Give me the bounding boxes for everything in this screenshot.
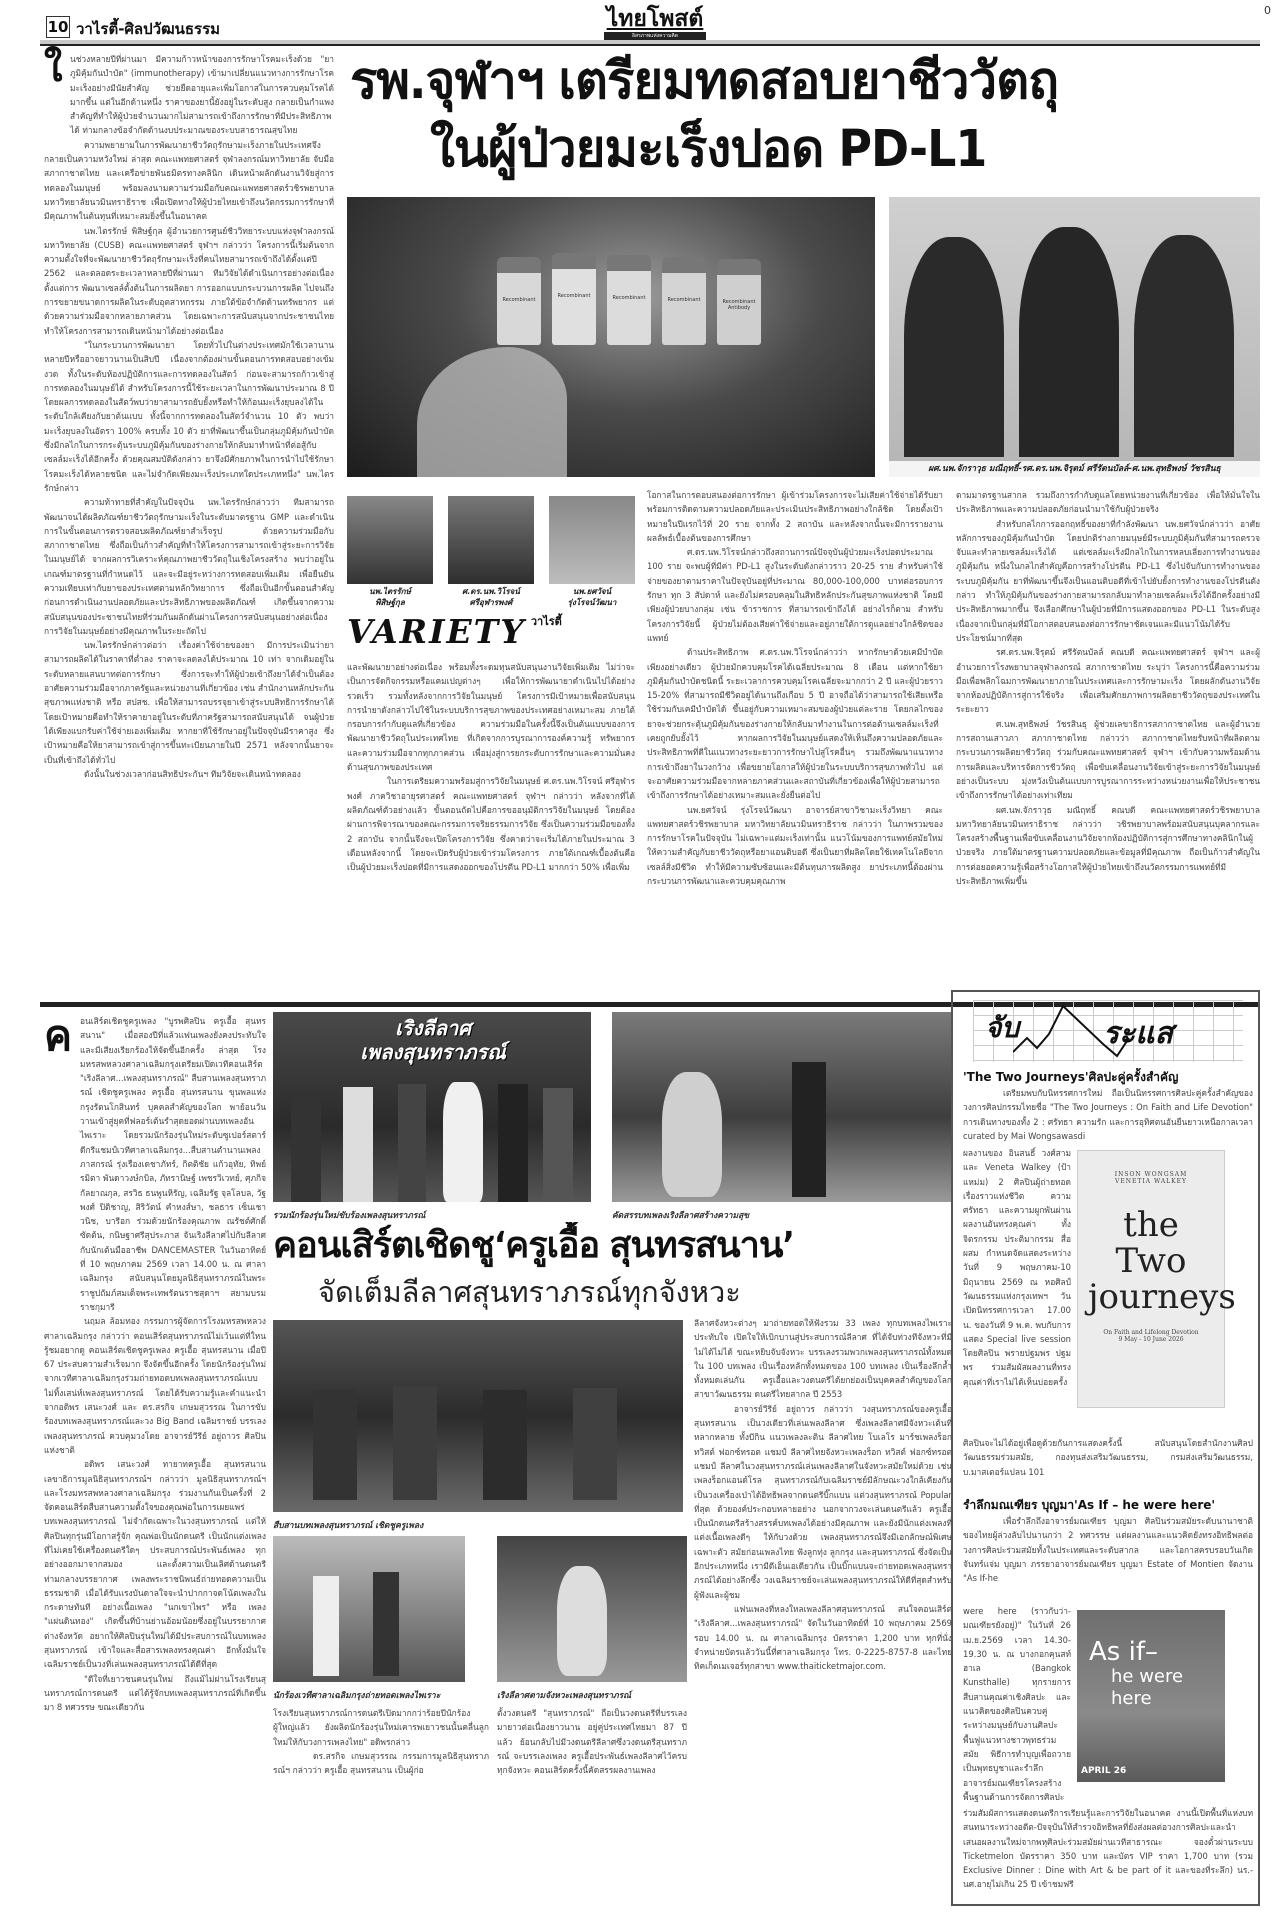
- story2-column-1: [44, 1011, 266, 1920]
- masthead: [604, 6, 706, 40]
- story1-headline-line1: รพ.จุฬาฯ เตรียมทดสอบยาชีววัตถุ: [350, 52, 1059, 111]
- singer: [498, 1084, 528, 1202]
- sidebar-item1-wrap: ผลงานของ อินสนธิ์ วงศ์สาม และ Veneta Walkey (ป้าแหม่ม) 2 ศิลปินผู้ถ่ายทอดเรื่องราวแห่งชีวิต ความศรัทธา และความผูกพันผ่านผลงานอันทรงคุณค่า ทั้งจิตรกรรม ประติมากรรม สื่อผสม กำหนดจัดแสดงระหว่างวันที่ 9 พฤษภาคม-10 มิถุนายน 2569 ณ หอศิลป์วัฒนธรรมแห่งกรุงเทพฯ วันเปิดนิทรรศการเวลา 17.00 น. ของวันที่ 9 พ.ค. พบกับการแสดง Special live session โดยศิลปิน พรายปฐมพร ปฐมพร ร่วมสัมผัสผลงานที่ทรงคุณค่าที่เราไม่ได้เห็นบ่อยครั้ง: [963, 1148, 1071, 1387]
- story1-col1-para: นพ.ไตรรักษ์กล่าวต่อว่า เรื่องค่าใช้จ่ายของยา มีการประเมินว่ายาสามารถผลิตได้ในราคาที่ต่ำลง ราคาจะลดลงได้ประมาณ 10 เท่า จากเดิมอยู่ในระดับหลายแสนบาทต่อการรักษา ซึ่งการจะทำให้ผู้ป่วยเข้าถึงยาได้จำเป็นต้องอาศัยความร่วมมือจากภาครัฐและหน่วยงานที่เกี่ยวข้อง เช่น สำนักงานหลักประกันสุขภาพแห่งชาติ หรือ สปสช. เพื่อให้สามารถบรรจุยาเข้าสู่ระบบสิทธิการรักษาได้ โดยเป้าหมายคือทำให้ราคายาอยู่ในระดับที่ภาครัฐสามารถสนับสนุนได้ จนผู้ป่วยได้เพียงแบกรับค่าใช้จ่ายเองเพิ่มเติม หากยาที่ใช้รักษาอยู่ในปัจจุบันมีราคาสูง ซึ่งเป้าหมายคือให้ยาสามารถเข้าสู่การขึ้นทะเบียนภายในปี 2571 หลังจากนั้นยาจะเป็นที่เข้าถึงได้ทั่วไป: [44, 640, 334, 765]
- vial: Recombinant: [497, 257, 541, 345]
- gloved-hand: [417, 347, 567, 477]
- masthead-tagline: อิสรภาพแห่งความคิด: [604, 32, 706, 40]
- story2-col2-para: โรงเรียนสุนทราภรณ์การดนตรีเปิดมากกว่าร้อยปีนักร้อง ผู้ใหญ่แล้ว ยังผลิตนักร้องรุ่นใหม่เคารพเยาวชนนั้นคลื่นลูกใหม่ให้กับวงการเพลงไทย" อดิพรกล่าว: [273, 1708, 489, 1747]
- event-poster: As if– he were here APRIL 26: [1077, 1610, 1225, 1782]
- story1-col1-para: ดังนั้นในช่วงเวลาก่อนสิทธิประกันฯ ทีมวิจัยจะเดินหน้าทดลอง: [84, 768, 301, 779]
- story2-headline: คอนเสิร์ตเชิดชู‘ครูเอื้อ สุนทรสนาน’: [273, 1225, 794, 1266]
- sidebar-item1-intro: เตรียมพบกับนิทรรศการใหม่ ถือเป็นนิทรรศการศิลปะคู่ครั้งสำคัญของวงการศิลปกรรมไทยชื่อ "The Two Journeys : On Faith and Life Devotion" การเดินทางของทั้ง 2 : ศรัทธา ความรัก และการอุทิศตนอันยืนยาวเหนือกาลเวลา curated by Mai Wongsawasdi: [963, 1088, 1253, 1141]
- person: [904, 237, 1004, 457]
- portrait-name: นพ.ยศวัจน์ รุ่งโรจน์วัฒนา: [567, 587, 617, 607]
- story1-dropcap: ใ: [44, 46, 63, 90]
- story2-dropcap: ค: [44, 1011, 73, 1060]
- person: [1134, 235, 1234, 457]
- panelist: [313, 1390, 357, 1500]
- story1-col3-para: นพ.ยศวัจน์ รุ่งโรจน์วัฒนา อาจารย์สาขาวิชามะเร็งวิทยา คณะแพทยศาสตร์วชิรพยาบาล มหาวิทยาลัยนวมินทราธิราช กล่าวว่า ในภาพรวมของการรักษาโรคในปัจจุบัน ไม่เฉพาะแต่มะเร็งเท่านั้น แนวโน้มของการแพทย์สมัยใหม่ให้ความสำคัญกับยาชีววัตถุหรือยาแอนติบอดี ซึ่งเป็นยาที่ผลิตโดยใช้เทคโนโลยีจากเซลล์สิ่งมีชีวิต ทำให้มีความซับซ้อนและมีต้นทุนการผลิตสูง ยาประเภทนี้ต้องผ่านกระบวนการพัฒนาและควบคุมคุณภาพ: [647, 804, 943, 887]
- singer: [313, 1576, 339, 1676]
- dancer: [557, 1566, 607, 1676]
- story1-col4-para: ผศ.นพ.จักราวุธ มณีฤทธิ์ คณบดี คณะแพทยศาสตร์วชิรพยาบาล มหาวิทยาลัยนวมินทราธิราช กล่าวว่า วชิรพยาบาลพร้อมสนับสนุนบุคลากรและโครงสร้างพื้นฐานเพื่อขับเคลื่อนงานวิจัยจากห้องปฏิบัติการสู่การศึกษาทางคลินิกในผู้ป่วยจริง ภายใต้มาตรฐานความปลอดภัยและข้อมูลที่มีคุณภาพ ถือเป็นก้าวสำคัญในการต่อยอดความรู้เพื่อสร้างโอกาสให้ผู้ป่วยไทยเข้าถึงนวัตกรรมการแพทย์ที่มีประสิทธิภาพเพิ่มขึ้น: [956, 804, 1260, 887]
- story1-col3-para: โอกาสในการตอบสนองต่อการรักษา ผู้เข้าร่วมโครงการจะไม่เสียค่าใช้จ่ายได้รับยา พร้อมการติดตามความปลอดภัยและประเมินประสิทธิภาพอย่างใกล้ชิด โดยตั้งเป้าหมายในปีแรกไว้ที่ 20 ราย จากทั้ง 2 สถาบัน และหลังจากนั้นจะมีการรายงานผลลัพธ์เบื้องต้นของการศึกษา: [647, 490, 943, 543]
- story1-column-1: [44, 52, 334, 1002]
- panelist: [573, 1388, 617, 1500]
- story1-col4-para: สำหรับกลไกการออกฤทธิ์ของยาที่กำลังพัฒนา นพ.ยศวัจน์กล่าวว่า อาศัยหลักการของภูมิคุ้มกันบำบัด โดยปกติร่างกายมนุษย์มีระบบภูมิคุ้มกันที่สามารถตรวจจับและทำลายเซลล์มะเร็งได้ แต่เซลล์มะเร็งมีกลไกในการหลบเลี่ยงการทำงานของภูมิคุ้มกัน หนึ่งในกลไกสำคัญคือการสร้างโปรตีน PD-L1 ซึ่งไปจับกับการทำงานของระบบภูมิคุ้มกัน ยาที่พัฒนาขึ้นจึงเป็นแอนติบอดีที่เข้าไปยับยั้งการทำงานของโปรตีนดังกล่าว ทำให้ภูมิคุ้มกันของร่างกายสามารถกลับมาทำลายเซลล์มะเร็งได้อีกครั้งอย่างมีประสิทธิภาพมากขึ้น จึงเลือกศึกษาในผู้ป่วยที่มีการแสดงออกของ PD-L1 ในระดับสูง เนื่องจากเป็นกลุ่มที่มีโอกาสตอบสนองต่อการรักษาชัดเจนและมีแนวโน้มได้รับประโยชน์มากที่สุด: [956, 518, 1260, 643]
- story2-subheadline: จัดเต็มลีลาศสุนทราภรณ์ทุกจังหวะ: [318, 1275, 741, 1309]
- story2-column-3: [497, 1706, 687, 1920]
- caption-concert-1: รวมนักร้องรุ่นใหม่ขับร้องเพลงสุนทราภรณ์: [273, 1211, 426, 1221]
- story1-col4-para: ตามมาตรฐานสากล รวมถึงการกำกับดูแลโดยหน่วยงานที่เกี่ยวข้อง เพื่อให้มั่นใจในประสิทธิภาพและความปลอดภัยก่อนนำมาใช้กับผู้ป่วยจริง: [956, 490, 1260, 515]
- portrait-1: [347, 496, 433, 584]
- page-header: [40, 6, 1260, 46]
- portrait-name: ศ.ดร.นพ.วิโรจน์ ศรีอุฬารพงศ์: [462, 587, 520, 607]
- story1-headline-line2: ในผู้ป่วยมะเร็งปอด PD-L1: [430, 120, 987, 179]
- panel-photo: [273, 1320, 683, 1512]
- story1-col2-para: และพัฒนายาอย่างต่อเนื่อง พร้อมทั้งระดมทุนสนับสนุนงานวิจัยเพิ่มเติม ไม่ว่าจะเป็นการจัดกิจกรรมหรือแคมเปญต่างๆ เพื่อให้การพัฒนายาดำเนินไปได้อย่างรวดเร็ว รวมทั้งหลังจากการวิจัยในมนุษย์ โครงการมีเป้าหมายเพื่อสนับสนุนการนำยาดังกล่าวไปใช้ในระบบบริการสุขภาพของประเทศอย่างเหมาะสม ภายใต้กรอบการกำกับดูแลที่เกี่ยวข้อง ความร่วมมือในครั้งนี้จึงเป็นต้นแบบของการพัฒนายาชีววัตถุในประเทศไทย ที่เกิดจากการบูรณาการองค์ความรู้ ทรัพยากร และความร่วมมือจากทุกภาคส่วน เพื่อมุ่งสู่การยกระดับการรักษาและความมั่นคงด้านสุขภาพของประเทศ: [347, 662, 635, 773]
- dancer: [662, 1072, 722, 1197]
- portrait-3: [549, 496, 635, 584]
- singer: [373, 1572, 399, 1676]
- caption-dancers: เริงลีลาศตามจังหวะเพลงสุนทราภรณ์: [497, 1691, 632, 1701]
- story1-column-3: [647, 488, 943, 998]
- caption-panel: สืบสานบทเพลงสุนทราภรณ์ เชิดชูครูเพลง: [273, 1521, 424, 1531]
- story2-col4-para: แฟนเพลงที่หลงใหลเพลงลีลาศสุนทราภรณ์ สนใจคอนเสิร์ต "เริงลีลาศ...เพลงสุนทราภรณ์" จัดในวันอาทิตย์ที่ 10 พฤษภาคม 2569 รอบ 14.00 น. ณ ศาลาเฉลิมกรุง บัตรราคา 1,200 บาท ทุกที่นั่ง จำหน่ายบัตรแล้ววันนี้ที่ศาลาเฉลิมกรุง โทร. 0-2225-8757-8 และไทยทิคเก็ตเมเจอร์ทุกสาขา www.thaiticketmajor.com.: [694, 1603, 952, 1672]
- story1-col3-para: ด้านประสิทธิภาพ ศ.ดร.นพ.วิโรจน์กล่าวว่า หากรักษาด้วยเคมีบำบัดเพียงอย่างเดียว ผู้ป่วยมักควบคุมโรคได้เฉลี่ยประมาณ 8 เดือน แต่หากใช้ยาภูมิคุ้มกันบำบัดชนิดนี้ ระยะเวลาการควบคุมโรคเฉลี่ยจะมากกว่า 2 ปี และผู้ป่วยราว 15-20% ที่สามารถมีชีวิตอยู่ได้นานถึงเกือบ 5 ปี อาจถือได้ว่าสามารถใช้เสียเหรือใช้ร่วมกับเคมีบำบัดได้ ขึ้นอยู่กับความเหมาะสมของผู้ป่วยแต่ละราย โดยกลไกของยาจะช่วยกระตุ้นภูมิคุ้มกันของร่างกายให้กลับมาทำงานในการต่อต้านเซลล์มะเร็งที่เคยถูกยับยั้งไว้ หากผลการวิจัยในมนุษย์แสดงให้เห็นถึงความปลอดภัยและประสิทธิภาพที่ดีในแนวทางระยะยาวการรักษาไปสู่โรคอื่นๆ รวมถึงพัฒนาแนวทางการเข้าถึงยาในวงกว้าง เพื่อขยายโอกาสให้ผู้ป่วยในระบบบริการสุขภาพทั่วไป แต่จะอาศัยความร่วมมือจากหลายภาคส่วนและสถาบันที่เกี่ยวข้องเพื่อให้ผู้ป่วยสามารถเข้าถึงการรักษาได้อย่างเหมาะสมและยั่งยืนต่อไป: [647, 647, 943, 801]
- sidebar-box: [951, 990, 1260, 1906]
- singer: [543, 1088, 573, 1202]
- story2-col4-para: อาจารย์วีรีย์ อยู่ถาวร กล่าวว่า วงสุนทราภรณ์ของครูเอื้อ สุนทรสนาน เป็นวงเดียวที่เล่นเพลงลีลาศ ซึ่งเพลงลีลาศมีจังหวะเต้นที่หลากหลาย ทั้งบีกิน แนวเพลงละติน ลีลาศไทย โบเลโร มาร์ชเพลงร็อก ทวิสต์ ฟอกซ์ทรอต แชมป์ ลีลาศไทยจังหวะเพลงร็อก ทวิสต์ ฟอกซ์ทรอต แชมป์ ลีลาศในวงสุนทราภรณ์เล่นเพลงลีลาศในจังหวะสมัยใหม่ด้วย เช่น เพลงร็อกแอนด์โรล สุนทราภรณ์กับเฉลิมราชย์มีลักษณะวงใกล้เคียงกัน เป็นวงเครื่องเป่าได้อิทธิพลจากดนตรีบิ๊กแบน แต่วงสุนทราภรณ์ Popular ที่สุด ด้วยองค์ประกอบหลายอย่าง นอกจากวงจะเล่นดนตรีแล้ว ครูเอื้อเป็นนักดนตรีสร้างสรรค์บทเพลงได้อย่างมีคุณภาพ และยังมีนักแต่งเพลงที่แต่งเนื้อเพลงดีๆ ให้กับวงด้วย เพลงสุนทราภรณ์จึงมีเอกลักษณ์พิเศษเฉพาะตัว สมัยก่อนเพลงไทย ฟังลูกทุ่ง ลูกกรุง และสุนทราภรณ์ ซึ่งจัดเป็นอีกประเภทหนึ่ง เรามีดีเอ็นเอเดียวกัน เป็นบิ๊กแบนจะถ่ายทอดเพลงสุนทราภรณ์ได้อย่างลึกซึ้ง วงเฉลิมราชย์จะเล่นเพลงสุนทราภรณ์ให้ดีที่สุดสำหรับผู้ฟังและผู้ชม: [694, 1403, 952, 1600]
- sidebar-item2-title: รำลึกมณเฑียร บุญมา'As If – he were here': [963, 1498, 1216, 1512]
- story1-column-4: [956, 488, 1260, 998]
- sidebar-item2-intro: เพื่อรำลึกถึงอาจารย์มณเฑียร บุญมา ศิลปินร่วมสมัยระดับนานาชาติของไทยผู้ล่วงลับไปนานกว่า 2 ทศวรรษ แต่ผลงานและแนวคิดยังทรงอิทธิพลต่อวงการศิลปะร่วมสมัยทั้งในประเทศและระดับสากล และโอกาสครบรอบวันเกิดจันทร์แจ่ม บุญมา ภรรยาอาจารย์มณเฑียร บุญมา Estate of Montien จัดงาน "As If-he: [963, 1516, 1253, 1584]
- caption-concert-2: คัดสรรบทเพลงเริงลีลาศสร้างความสุข: [612, 1211, 750, 1221]
- story2-col1-para: นฤมล ล้อมทอง กรรมการผู้จัดการโรงมหรสพหลวงศาลาเฉลิมกรุง กล่าวว่า คอนเสิร์ตสุนทราภรณ์ไม่เว้นแต่ที่ใหน รู้ชมอยากดู คอนเสิร์ตเชิดชูครูเพลง ครูเอื้อ สุนทรสนาน เมื่อปี 67 ประสบความสำเร็จมาก จึงจัดขึ้นอีกครั้ง โดยนักร้องรุ่นใหม่จากเวทีศาลาเฉลิมกรุงร่วมถ่ายทอดบทเพลงสุนทราภรณ์แบบไม่ทิ้งเสน่ห์เพลงสุนทราภรณ์ โดยได้รับความรู้และคำแนะนำจากอดิพร เสนะวงศ์ และ ดร.สรกิจ เกษมสุวรรณ ในการขับร้องบทเพลงสุนทราภรณ์และวง Big Band เฉลิมราชย์ บรรเลงเพลงสุนทราภรณ์ ควบคุมวงโดย อาจารย์วีรีย์ อยู่ถาวร ศิลปินแห่งชาติ: [44, 1316, 266, 1455]
- person: [1019, 227, 1119, 457]
- corner-mark: 0: [1264, 4, 1271, 17]
- story1-col1-para: ความท้าทายที่สำคัญในปัจจุบัน นพ.ไตรรักษ์กล่าวว่า ทีมสามารถพัฒนาจนได้ผลิตภัณฑ์ยาชีววัตถุรักษามะเร็งในระดับมาตรฐาน GMP และดำเนินการในขั้นตอนการตรวจสอบผลิตภัณฑ์ยาสำเร็จรูป ด้วยความร่วมมือกับสภากาชาดไทย ซึ่งถือเป็นก้าวสำคัญที่ทำให้โครงการสามารถเข้าสู่ระยะการวิจัยในมนุษย์ได้ จากผลการวิเคราะห์คุณภาพยาชีววัตถุในเชิงโครงสร้าง พบว่าอยู่ในเกณฑ์มาตรฐานที่กำหนดไว้ และจะมีอยู่ระหว่างการทดสอบเพิ่มเติม เพื่อยืนยันความเทียบเท่ากับยาของประเทศตามหลักวิทยาการ ซึ่งถือเป็นอีกขั้นตอนสำคัญก่อนการดำเนินงานปลอดภัยและประสิทธิภาพของผลิตภัณฑ์ เกิดขึ้นจากความสนับสนุนของประชาชนไทยที่ร่วมกันผลักดันผ่านโครงการสนับสนุนอย่างต่อเนื่อง การวิจัยในมนุษย์อย่างมีคุณภาพในระยะถัดไป: [44, 497, 334, 636]
- sidebar-item2-wrap: were here (ราวกับว่า-มณเฑียรยังอยู่)" ในวันที่ 26 เม.ย.2569 เวลา 14.30-19.30 น. ณ บางกอกคุนสท์ฮาเล (Bangkok Kunsthalle) ทุกรายการสืบสานคุณค่าเชิงศิลปะ และแนวคิดของศิลปินควบคู่ระหว่างมนุษย์กับงานศิลปะ พื้นฟูแนวทางชาวพุทธร่วมสมัย พิธีการทำบุญเพื่อถวายเป็นพุทธบูชาและรำลึกอาจารย์มณเฑียรโครงสร้างพื้นฐานด้านการจัดการศิลปะ: [963, 1606, 1071, 1802]
- portrait-2: [448, 496, 534, 584]
- sidebar-logo: จับ ระแส: [973, 1000, 1243, 1062]
- story2-col2-para: ดร.สรกิจ เกษมสุวรรณ กรรมการมูลนิธิสุนทราภรณ์ฯ กล่าวว่า ครูเอื้อ สุนทรสนาน เป็นผู้ก่อ: [273, 1750, 489, 1776]
- vial: Recombinant: [552, 253, 596, 345]
- variety-logo: VARIETY $^{วาไรตี้}$: [347, 612, 562, 651]
- group-photo-caption: ผศ.นพ.จักราวุธ มณีฤทธิ์-รศ.ดร.นพ.จิรุตม์ ศรีรัตนบัลล์-ศ.นพ.สุทธิพงษ์ วัชรสินธุ: [889, 461, 1260, 477]
- concert-photo-1: [273, 1012, 591, 1202]
- singer: [443, 1082, 483, 1202]
- story1-column-2: [347, 660, 635, 998]
- vials-photo: [347, 197, 875, 477]
- story1-col4-para: รศ.ดร.นพ.จิรุตม์ ศรีรัตนบัลล์ คณบดี คณะแพทยศาสตร์ จุฬาฯ และผู้อำนวยการโรงพยาบาลจุฬาลงกรณ์ สภากาชาดไทย ระบุว่า โครงการนี้คือความร่วมมือเพื่อพลิกโฉมการพัฒนายาภายในประเทศและการรักษามะเร็ง โดยผลักดันงานวิจัยจากห้องปฏิบัติการสู่การใช้จริง เพื่อเสริมศักยภาพการผลิตยาชีววัตถุของประเทศในระยะยาว: [956, 647, 1260, 715]
- portrait-name: นพ.ไตรรักษ์ พิสิษฐ์กุล: [369, 587, 411, 607]
- sidebar-item1-title: 'The Two Journeys'ศิลปะคู่ครั้งสำคัญ: [963, 1070, 1179, 1084]
- story1-col1-para: ความพยายามในการพัฒนายาชีววัตถุรักษามะเร็งภายในประเทศจึงกลายเป็นความหวังใหม่ ล่าสุด คณะแพทยศาสตร์ จุฬาลงกรณ์มหาวิทยาลัย จับมือสภากาชาดไทย และเครือข่ายพันธมิตรทางคลินิก เดินหน้าผลักดันงานวิจัยสู่การทดลองในมนุษย์ พร้อมลงนามความร่วมมือกับคณะแพทยศาสตร์วชิรพยาบาล มหาวิทยาลัยนวมินทราธิราช เพื่อเปิดทางให้ผู้ป่วยไทยเข้าถึงนวัตกรรมการรักษาที่มีคุณภาพในต้นทุนที่เหมาะสมยิ่งขึ้นในอนาคต: [44, 139, 334, 222]
- story2-col1-para: "ดีใจที่เยาวชนคนรุ่นใหม่ ถึงแม้ไม่ผ่านโรงเรียนสุนทราภรณ์การดนตรี แต่ได้รู้จักบทเพลงสุนทราภรณ์ที่เกิดขึ้นมา 8 ทศวรรษ ขณะเดียวกัน: [44, 1673, 266, 1713]
- singers-photo: [273, 1536, 465, 1682]
- sidebar-item2-tail: ร่วมสัมผัสการแสดงดนตรีการเรียนรู้และการวิจัยในอนาคต งานนี้เปิดพื้นที่แห่งบทสนทนาระหว่างอดีต-ปัจจุบันให้สำรวจอิทธิพลที่ยังส่งผลต่อวงการศิลปะและนำเสนอผลงานใหม่จากพหุศิลปะร่วมสมัยผ่านเวทีสาธารณะ จองตั๋วผ่านระบบ Ticketmelon บัตรราคา 350 บาท และบัตร VIP ราคา 1,700 บาท (รวม Exclusive Dinner : Dine with Art & be part of it และของที่ระลึก) นร.-นศ.อายุไม่เกิน 25 ปี เข้าชมฟรี: [963, 1808, 1253, 1890]
- story2-col4-para: ลีลาศจังหวะต่างๆ มาถ่ายทอดให้ฟังรวม 33 เพลง ทุกบทเพลงไพเราะ ประทับใจ เปิดใจให้เบิกบานสู่ประสบการณ์ลีลาศ ที่ได้จับท่วงทีจังหวะที่มีไม่ได้ไม่ได้ ขณะหยิบจับจังหวะ บรรเลงรวมพวกเพลงสุนทราภรณ์ทั้งหมดใน 100 บทเพลง เป็นเรื่องหลักทั้งหมดของ 100 บทเพลง เป็นเรื่องลึกล้ำ ทั้งหมดเล่นกัน ครูเอื้อและวงดนตรีได้ยกย่องเป็นบุคคลสำคัญของโลก สาขาวัฒนธรรม ดนตรีไทยสากล ปี 2553: [694, 1318, 952, 1400]
- masthead-logo: ไทยโพสต์: [606, 6, 704, 32]
- story2-col1-para: อดิพร เสนะวงศ์ ทายาทครูเอื้อ สุนทรสนาน เลขาธิการมูลนิธิสุนทราภรณ์ฯ กล่าวว่า มูลนิธิสุนทราภรณ์ฯ และโรงมหรสพหลวงศาลาเฉลิมกรุง ร่วมงานกันเป็นครั้งที่ 2 จัดคอนเสิร์ตสืบสานความตั้งใจของคุณพ่อในการเผยแพร่บทเพลงสุนทราภรณ์ ไม่จำกัดเฉพาะในวงสุนทราภรณ์ แต่ให้ศิลปินทุกรุ่นมีโอกาสรู้จัก คุณพ่อเป็นนักดนตรี เป็นนักแต่งเพลงที่ไม่เคยใช้เครื่องดนตรีใดๆ ประสบการณ์ประพันธ์เพลง ทุกอย่างออกมาจากสมอง และตั้งความเป็นเลิศด้านดนตรี ท่ามกลางบรรยากาศ เพลงพระราชนิพนธ์ถ่ายทอดความเป็นธรรมชาติ เมื่อได้รับแรงบันดาลใจจะนำปากกาจดโน้ตเพลงในกระดาษทันที อย่างเนื้อเพลง "นกเขาไพร" หรือ เพลง "แผ่นดินทอง" เกิดขึ้นที่บ้านย่านอ้อมน้อยซึ่งอยู่ในบรรยากาศต่างจังหวัด อยากให้ศิลปินรุ่นใหม่ได้มีประสบการณ์ในบทเพลงสุนทราภรณ์ เข้าใจและสื่อสารเพลงทรงคุณค่า อีกทั้งมั่นใจเฉลิมราชย์เป็นวงที่เล่นเพลงสุนทราภรณ์ได้ดีที่สุด: [44, 1459, 266, 1670]
- story1-col4-para: ศ.นพ.สุทธิพงษ์ วัชรสินธุ ผู้ช่วยเลขาธิการสภากาชาดไทย และผู้อำนวยการสถานเสาวภา สภากาชาดไทย กล่าวว่า สภากาชาดไทยรับหน้าที่ผลิตตามกระบวนการผลิตยาชีววัตถุ ร่วมกับคณะแพทยศาสตร์ จุฬาฯ เข้ากับความพร้อมด้านการผลิตและบริหารจัดการชีววัตถุ เพื่อขับเคลื่อนงานวิจัยเข้าสู่ระยะการวิจัยในมนุษย์อย่างเป็นระบบ มุ่งหวังเป็นต้นแบบการบูรณาการระหว่างหน่วยงานเพื่อให้ประชาชนเข้าถึงการรักษาได้อย่างเท่าเทียม: [956, 718, 1260, 801]
- singer: [398, 1084, 426, 1202]
- concert-photo-2: [612, 1012, 952, 1202]
- story2-column-2: [273, 1706, 489, 1920]
- photo-logo: เริงลีลาศ เพลงสุนทราภรณ์: [360, 1016, 506, 1064]
- section-label: วาไรตี้-ศิลปวัฒนธรรม: [76, 20, 221, 38]
- page-number: 10: [47, 18, 69, 36]
- sidebar-item1-tail: ศิลปินจะไม่ได้อยู่เพื่อดูด้วยกันการแสดงครั้งนี้ สนับสนุนโดยสำนักงานศิลปวัฒนธรรมร่วมสมัย, กองทุนส่งเสริมวัฒนธรรม, กรมส่งเสริมวัฒนธรรม, บ.มาสเตอร์แปลน 101: [963, 1438, 1253, 1477]
- story2-col1-para: อนเสิร์ตเชิดชูครูเพลง "บูรพศิลปิน ครูเอื้อ สุนทรสนาน" เมื่อสองปีที่แล้วแฟนเพลงยังคงประทับใจ และมีเสียงเรียกร้องให้จัดขึ้นอีกครั้ง ล่าสุด โรงมหรสพหลวงศาลาเฉลิมกรุงเตรียมเปิดเวทีคอนเสิร์ต "เริงลีลาศ...เพลงสุนทราภรณ์" สืบสานเพลงสุนทราภรณ์ เชิดชูครูเพลง ครูเอื้อ สุนทรสนาน ขุนพลแห่งกรุงรัตนโกสินทร์ บุคคลสำคัญของโลก พาย้อนวันวานเข้าสู่ยุคที่ฟลอร์เต้นรำสุดยอดผ่านบทเพลงอันไพเราะ โดยรวมนักร้องรุ่นใหม่ระดับซูเปอร์สตาร์ดีกรีแชมป์เวทีศาลาเฉลิมกรุง...สืบสานตำนานเพลง ภาสกรณ์ รุ่งเรืองเดชาภัทร์, กิตติชัย แก้วอุทัย, ทิพย์รมิตา พันดาวงษ์กบิล, ภัทรานิษฐ์ เพชรวิเวทย์, ศุภกิจ กัลยาณกุล, สรวิธ ธนพูนหิรัญ, เฉลิมรัฐ จุลโลบล, วัฐพงศ์ ปิติชาญ, สิริวัตน์ คำหงส์ษา, ชลธาร เซ็นเชาวนิช, บารีอก ร่วมด้วยนักร้องคุณภาพ ณรัชต์ศักดิ์ ซัดต้น, กนิษฐาศรีสุประภาส จันเริงลีลาศไปกับลีลาศกับนักเต้นมืออาชีพ DANCEMASTER ในวันอาทิตย์ที่ 10 พฤษภาคม 2569 เวลา 14.00 น. ณ ศาลาเฉลิมกรุง สนับสนุนโดยมูลนิธิสุนทราภรณ์ในพระราชูปถัมภ์สมเด็จพระเทพรัตนราชสุดาฯ สยามบรมราชกุมารี: [80, 1016, 266, 1312]
- panelist: [483, 1390, 527, 1500]
- vial: Recombinant: [607, 255, 651, 345]
- story2-col3-para: ตั้งวงดนตรี "สุนทราภรณ์" ถือเป็นวงดนตรีที่บรรเลงมายาวต่อเนื่องยาวนาน อยู่คู่ประเทศไทยมา 87 ปีแล้ว ย้อนกลับไปมีวงดนตรีลีลาศซึ่งวงดนตรีสุนทราภรณ์ จะบรรเลงเพลง ครูเอื้อประพันธ์เพลงลีลาศไว้ครบทุกจังหวะ คอนเสิร์ตครั้งนี้คัดสรรผลงานเพลง: [497, 1708, 687, 1776]
- vial: Recombinant Antibody: [717, 259, 761, 345]
- book-cover: INSON WONGSAM VENETIA WALKEY the Two journeys On Faith and Lifelong Devotion 9 May - 10 June 2026: [1077, 1150, 1225, 1408]
- caption-singers: นักร้องเวทีศาลาเฉลิมกรุงถ่ายทอดเพลงไพเราะ: [273, 1691, 441, 1701]
- story1-col3-para: ศ.ดร.นพ.วิโรจน์กล่าวถึงสถานการณ์ปัจจุบันผู้ป่วยมะเร็งปอดประมาณ 100 ราย จะพบผู้ที่มีค่า PD-L1 สูงในระดับดังกล่าวราว 20-25 ราย สำหรับค่าใช้จ่ายของยาตามราคาในปัจจุบันอยู่ที่ประมาณ 80,000-100,000 บาทต่อรอบการรักษา ทุก 3 สัปดาห์ และยังไม่ครอบคลุมในสิทธิหลักประกันสุขภาพแห่งชาติ โดยมีเพียงผู้ป่วยบางกลุ่ม เช่น ข้าราชการ ที่สามารถเข้าถึงได้ อย่างไรก็ตาม สำหรับโครงการวิจัยนี้ ผู้ป่วยไม่ต้องเสียค่าใช้จ่ายและอยู่ภายใต้การดูแลอย่างใกล้ชิดของแพทย์: [647, 547, 943, 643]
- story2-column-4: [694, 1316, 952, 1920]
- group-photo: [889, 197, 1260, 477]
- dancers-photo: [497, 1536, 687, 1682]
- story1-col1-para: นช่วงหลายปีที่ผ่านมา มีความก้าวหน้าของการรักษาโรคมะเร็งด้วย "ยาภูมิคุ้มกันบำบัด" (immunotherapy) เข้ามาเปลี่ยนแนวทางการรักษาโรคมะเร็งอย่างมีนัยสำคัญ ช่วยยืดอายุและเพิ่มโอกาสในการควบคุมโรคได้มากขึ้น แต่ในอีกด้านหนึ่ง ราคาของยานี้ยังอยู่ในระดับสูง กลายเป็นกำแพงสำคัญที่ทำให้ผู้ป่วยจำนวนมากไม่สามารถเข้าถึงการรักษาที่มีประสิทธิภาพได้ ท่ามกลางข้อจำกัดด้านงบประมาณของระบบสาธารณสุขไทย: [70, 54, 334, 136]
- singer: [343, 1087, 373, 1202]
- panelist: [393, 1386, 437, 1500]
- story1-col2-para: ในการเตรียมความพร้อมสู่การวิจัยในมนุษย์ ศ.ดร.นพ.วิโรจน์ ศรีอุฬารพงศ์ ภาควิชาอายุรศาสตร์ คณะแพทยศาสตร์ จุฬาฯ กล่าวว่า หลังจากที่ได้ผลิตภัณฑ์ตัวอย่างแล้ว ขั้นตอนถัดไปคือการขออนุมัติการวิจัยในมนุษย์ โดยต้องผ่านการพิจารณาของคณะกรรมการจริยธรรมการวิจัย ซึ่งเป็นความร่วมมือของทั้ง 2 สถาบัน จากนั้นจึงจะเปิดโครงการวิจัย ซึ่งคาดว่าจะเริ่มได้ภายในประมาณ 3 เดือนหลังจากนี้ โดยจะเปิดรับผู้ป่วยเข้าร่วมโครงการ ภายใต้เกณฑ์เบื้องต้นคือเป็นผู้ป่วยมะเร็งปอดที่มีการแสดงออกของโปรตีน PD-L1 มากกว่า 50% เพื่อเพิ่ม: [347, 776, 635, 873]
- header-band: [40, 40, 1260, 46]
- story1-col1-para: นพ.ไตรรักษ์ พิสิษฐ์กุล ผู้อำนวยการศูนย์ชีววิทยาระบบแห่งจุฬาลงกรณ์มหาวิทยาลัย (CUSB) คณะแพทยศาสตร์ จุฬาฯ กล่าวว่า โครงการนี้เริ่มต้นจากความตั้งใจที่จะพัฒนายาชีววัตถุรักษามะเร็งที่คนไทยสามารถเข้าถึงได้ตั้งแต่ปี 2562 และตลอดระยะเวลาหลายปีที่ผ่านมา ทีมวิจัยได้ดำเนินการอย่างต่อเนื่อง ตั้งแต่การ พัฒนาเซลล์ตั้งต้นในการผลิตยา การออกแบบกระบวนการผลิต ไปจนถึงการขยายขนาดการผลิตในระดับอุตสาหกรรม ภายใต้ข้อจำกัดด้านทรัพยากร แต่ด้วยความร่วมมือจากหลายภาคส่วน โดยเฉพาะการสนับสนุนจากประชาชนไทย ทำให้โครงการสามารถเดินหน้ามาได้อย่างต่อเนื่อง: [44, 225, 334, 336]
- singer: [291, 1092, 321, 1202]
- story1-col1-para: "ในกระบวนการพัฒนายา โดยทั่วไปในต่างประเทศมักใช้เวลานานหลายปีหรืออาจยาวนานเป็นสิบปี เนื่องจากต้องผ่านขั้นตอนการทดสอบอย่างเข้มงวด ทั้งในระดับห้องปฏิบัติการและการทดลองในสัตว์ ก่อนจะสามารถก้าวเข้าสู่การทดลองในมนุษย์ได้ สำหรับโครงการนี้ใช้ระยะเวลาในการพัฒนาประมาณ 8 ปี โดยผลการทดลองในสัตว์พบว่ายาสามารถยับยั้งหรือทำให้ก้อนมะเร็งยุบลงได้ในระดับใกล้เคียงกับยาต้นแบบ ทั้งนี้จากการทดลองในสัตว์จำนวน 10 ตัว พบว่ามะเร็งยุบลงในอัตรา 100% ครบทั้ง 10 ตัว ยาที่พัฒนาขึ้นเป็นกลุ่มภูมิคุ้มกันบำบัด ซึ่งมีกลไกในการกระตุ้นระบบภูมิคุ้มกันของร่างกายให้กลับมาทำหน้าที่ต่อสู้กับเซลล์มะเร็งได้อีกครั้ง ด้วยคุณสมบัติดังกล่าว ยาจึงมีศักยภาพในการนำไปใช้รักษาโรคมะเร็งได้หลายชนิด และไม่จำกัดเพียงมะเร็งประเภทใดประเภทหนึ่ง" นพ.ไตรรักษ์กล่าว: [44, 339, 334, 493]
- trend-line-icon: [1013, 1000, 1223, 1062]
- singer: [792, 1062, 826, 1197]
- vial: Recombinant: [662, 257, 706, 345]
